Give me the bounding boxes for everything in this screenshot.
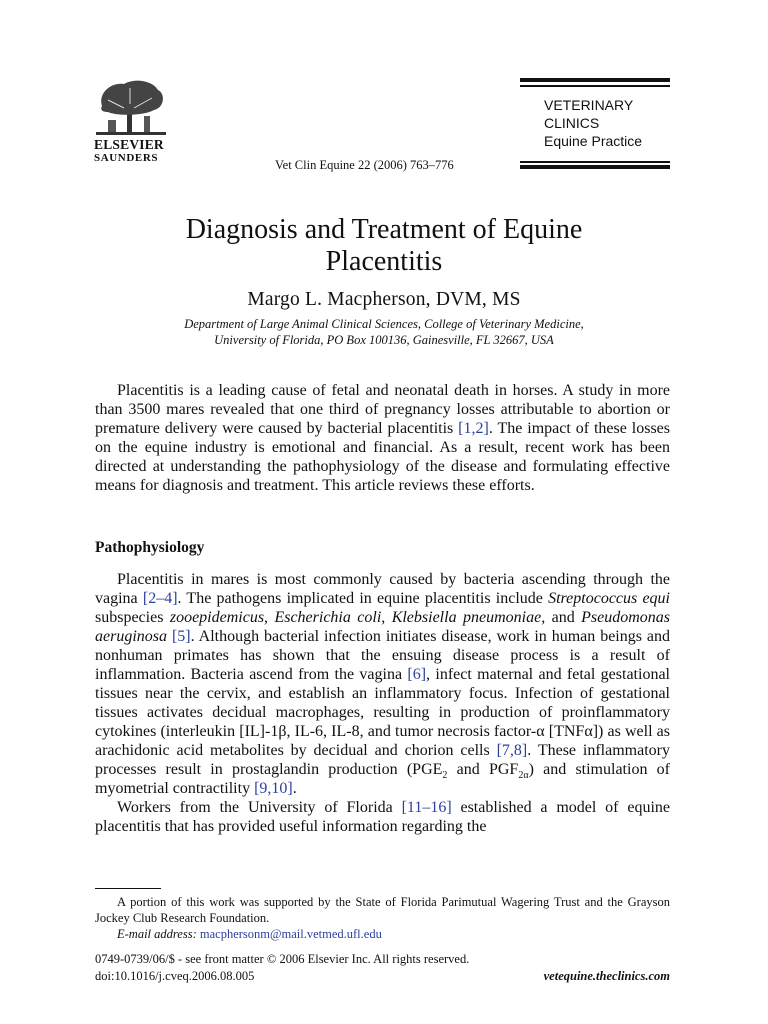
text-run: .	[292, 780, 297, 797]
journal-title-line1: VETERINARY	[544, 97, 634, 113]
citation-link[interactable]: [6]	[407, 666, 427, 683]
journal-title-line3: Equine Practice	[544, 133, 643, 149]
funding-note: A portion of this work was supported by the State of Florida Parimutual Wagering Trust and the Grayson Jockey Club Research Foundation.	[95, 895, 670, 925]
copyright-line: 0749-0739/06/$ - see front matter © 2006 Elsevier Inc. All rights reserved.	[95, 952, 470, 966]
text-run: . Although bacterial infection initiates disease, work in human beings and nonhuman primates has shown that the ensuing disease process is a result of inflammation. Bacteria ascend from the vagina	[95, 628, 671, 683]
text-run: ,	[264, 609, 275, 626]
email-label: E-mail address:	[117, 927, 197, 941]
journal-website[interactable]: vetequine.theclinics.com	[543, 969, 670, 983]
citation-link[interactable]: [11–16]	[401, 799, 452, 816]
text-run: Placentitis is a leading cause of fetal and neonatal death in horses. A study in more than 3500 mares revealed that one third of pregnancy losses attributable to abortion or premature delivery were caused by bacterial placentitis	[95, 382, 670, 437]
author-affiliation	[60, 316, 708, 348]
affiliation-line2: University of Florida, PO Box 100136, Gainesville, FL 32667, USA	[214, 333, 554, 347]
section-heading: Pathophysiology	[95, 539, 205, 556]
doi: doi:10.1016/j.cveq.2006.08.005	[95, 969, 255, 983]
affiliation-line1: Department of Large Animal Clinical Sciences, College of Veterinary Medicine,	[184, 317, 584, 331]
species-name: zooepidemicus	[169, 609, 265, 626]
species-name: Pseudomonas aeruginosa	[95, 609, 670, 645]
journal-rule-top-thin	[520, 85, 670, 87]
species-name: Streptococcus equi	[548, 590, 671, 607]
text-run: Workers from the University of Florida	[117, 799, 402, 816]
citation-link[interactable]: [2–4]	[142, 590, 178, 607]
pathophysiology-paragraph-1	[95, 570, 670, 798]
elsevier-tree-logo	[94, 78, 168, 136]
journal-rule-bottom-thin	[520, 161, 670, 163]
text-run: established a model of equine placentitis that has provided useful information regarding the	[95, 799, 670, 835]
journal-citation: Vet Clin Equine 22 (2006) 763–776	[275, 158, 454, 172]
text-run: ) and stimulation of myometrial contractility	[95, 761, 670, 797]
article-title-line2: Placentitis	[325, 246, 443, 277]
journal-rule-top-thick	[520, 78, 670, 82]
text-run: ,	[381, 609, 392, 626]
citation-link[interactable]: [5]	[171, 628, 191, 645]
text-run: and PGF	[447, 761, 519, 778]
species-name: Escherichia coli	[274, 609, 382, 626]
species-name: Klebsiella pneumoniae	[391, 609, 542, 626]
publisher-name: ELSEVIER	[94, 137, 164, 152]
journal-title-line2: CLINICS	[544, 115, 600, 131]
citation-link[interactable]: [9,10]	[254, 780, 293, 797]
text-run: . The impact of these losses on the equine industry is emotional and financial. As a result, recent work has been directed at understanding the pathophysiology of the disease and formulating effective means for diagnosis and treatment. This article reviews these efforts.	[95, 420, 670, 494]
page-footer	[95, 951, 670, 985]
text-run: , and	[541, 609, 582, 626]
intro-paragraph-block	[95, 381, 670, 495]
text-run: , infect maternal and fetal gestational tissues near the cervix, and establish an inflammatory focus. Infection of gestational tissues activates decidual macrophages, resulting in production of proinflammatory cytokines (interleukin [IL]-1β, IL-6, IL-8, and tumor necrosis factor-α [TNFα]) as well as arachidonic acid metabolites by decidual and chorion cells	[95, 666, 670, 759]
article-title-line1: Diagnosis and Treatment of Equine	[185, 214, 583, 245]
intro-paragraph	[95, 381, 670, 495]
journal-rule-bottom-thick	[520, 165, 670, 169]
article-author: Margo L. Macpherson, DVM, MS	[247, 289, 521, 310]
citation-link[interactable]: [1,2]	[458, 420, 489, 437]
citation-link[interactable]: [7,8]	[496, 742, 528, 759]
publisher-imprint: SAUNDERS	[94, 152, 159, 164]
email-line	[95, 926, 670, 942]
email-link[interactable]: macphersonm@mail.vetmed.ufl.edu	[199, 927, 382, 941]
footnote-rule	[95, 888, 161, 889]
pathophysiology-section	[95, 570, 670, 836]
footnote	[95, 894, 670, 942]
pathophysiology-paragraph-2	[95, 798, 670, 836]
text-run: . The pathogens implicated in equine placentitis include	[177, 590, 549, 607]
text-run: subspecies	[95, 609, 170, 626]
subscript: 2	[442, 770, 448, 782]
journal-title	[544, 96, 642, 150]
text-run: . These inflammatory processes result in prostaglandin production (PGE	[95, 742, 670, 778]
subscript: 2α	[518, 770, 529, 782]
article-title	[60, 214, 708, 278]
text-run: Placentitis in mares is most commonly caused by bacteria ascending through the vagina	[95, 571, 670, 607]
